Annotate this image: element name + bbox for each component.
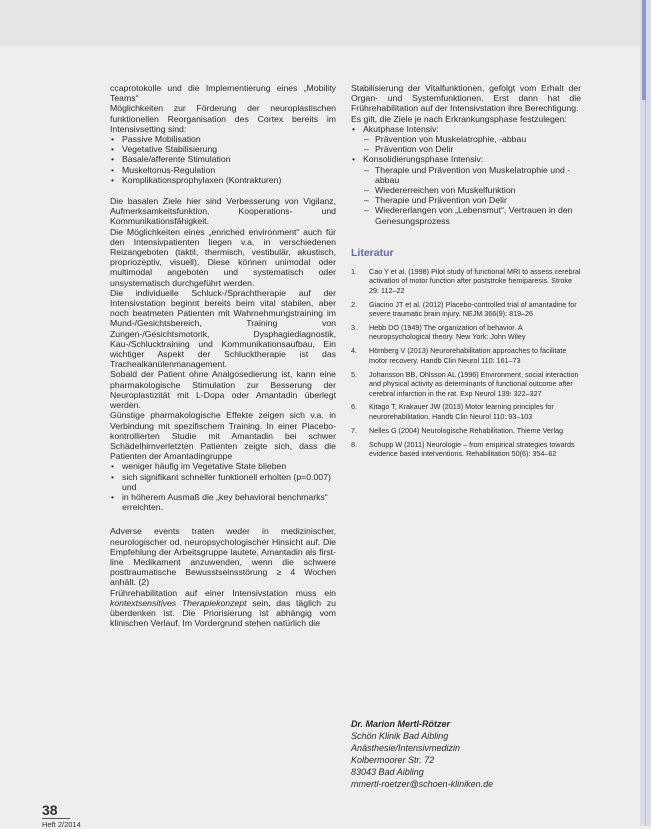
list-item: – Wiedererreichen von Muskelfunktion xyxy=(363,185,581,195)
phase-goals xyxy=(363,165,581,226)
spacer xyxy=(110,512,336,526)
reference-text: Nelles G (2004) Neurologische Rehabilitation. Thieme Verlag xyxy=(369,425,564,435)
reference-item xyxy=(351,323,581,342)
page-top-band xyxy=(0,0,651,46)
list-item: – Wiedererlangen von „Lebensmut“, Vertrauen in den Genesungsprozess xyxy=(363,205,581,225)
reference-item xyxy=(351,426,581,435)
page-number: 38 xyxy=(42,802,58,818)
right-paragraph-1: Stabilisierung der Vitalfunktionen, gefolgt vom Erhalt der Organ- und Systemfunktionen. Erst dann hat die Frührehabilitation auf der Intensivstation ihre Berechtigung. xyxy=(351,83,581,114)
reference-number: 4. xyxy=(351,346,357,356)
reference-item xyxy=(351,402,581,421)
reference-item xyxy=(351,440,581,459)
reference-number: 1. xyxy=(351,267,357,277)
page-edge-line xyxy=(645,100,646,826)
reference-text: Hömberg V (2013) Neurorehabilitation approaches to facilitate motor recovery. Handb Clin Neurol 110: 161–73 xyxy=(369,346,567,365)
phase-goals xyxy=(363,134,581,154)
left-paragraph-3: Die basalen Ziele hier sind Verbesserung von Vigilanz, Aufmerksamkeitsfunktion, Kooperations- und Kommunikationsfähigkeit. xyxy=(110,196,336,227)
left-paragraph-5: Die individuelle Schluck-/Sprachtherapie auf der Intensivstation beginnt bereits beim vital stabilen, aber noch beatmeten Patienten mit Wahrnehmungstraining im Mund-/Gesichtsbereich, Training von Zungen-/Gesichtsmotorik, Dysphagiediagnostik, Kau-/Schlucktraining und Kommunikationsaufbau. Ein wichtiger Aspekt der Schlucktherapie ist das Trachealkanülenmanagement. xyxy=(110,287,336,370)
paragraph-text: sein, das täglich zu überdenken ist. Die Priorisierung ist abhängig vom klinischen Verlauf. Im Vordergrund stehen natürlich die xyxy=(110,597,336,629)
reference-item xyxy=(351,300,581,319)
list-item: • Basale/afferente Stimulation xyxy=(110,154,336,164)
list-item: • Vegetative Stabilisierung xyxy=(110,144,336,154)
phase-list xyxy=(351,124,581,226)
reference-number: 7. xyxy=(351,425,357,435)
reference-item xyxy=(351,267,581,295)
list-item: – Therapie und Prävention von Delir xyxy=(363,195,581,205)
right-paragraph-2: Es gilt, die Ziele je nach Erkrankungsphase festzulegen: xyxy=(351,113,567,124)
emphasized-term: kontextsensitives Therapiekonzept xyxy=(110,597,247,608)
phase-item xyxy=(351,154,581,225)
left-column xyxy=(110,83,336,628)
literature-list xyxy=(351,267,581,458)
left-paragraph-6: Sobald der Patient ohne Analgosedierung ist, kann eine pharmakologische Stimulation zur Besserung der Neuroplastizität mit L-Dopa oder Amantadin überlegt werden. xyxy=(110,369,336,411)
reference-number: 5. xyxy=(351,369,357,379)
list-item: • Komplikationsprophylaxen (Kontrakturen) xyxy=(110,175,336,185)
list-item: – Prävention von Delir xyxy=(363,144,581,154)
right-column xyxy=(351,83,581,463)
reference-item xyxy=(351,370,581,398)
list-item: • in höherem Ausmaß die „key behavioral benchmarks“ erreichten. xyxy=(110,492,336,512)
reference-number: 2. xyxy=(351,299,357,309)
author-city: 83043 Bad Aibling xyxy=(351,767,424,777)
author-block xyxy=(351,718,493,790)
list-item: – Prävention von Muskelatrophie, -abbau xyxy=(363,134,581,144)
spacer xyxy=(110,185,336,196)
paragraph-text: Frührehabilitation auf einer Intensivstation muss ein xyxy=(110,587,336,598)
list-item: • weniger häufig im Vegetative State blieben xyxy=(110,461,336,471)
list-item: • sich signifikant schneller funktionell erholten (p=0.007) und xyxy=(110,472,336,492)
issue-label: Heft 2/2014 xyxy=(42,820,81,829)
reference-number: 6. xyxy=(351,402,357,412)
phase-item xyxy=(351,124,581,155)
reference-text: Cao Y et al. (1998) Pilot study of functional MRI to assess cerebral activation of motor function after poststroke hemiparesis. Stroke 29: 112–22 xyxy=(369,267,581,295)
reference-number: 8. xyxy=(351,439,357,449)
measures-list xyxy=(110,134,336,185)
reference-text: Kitago T, Krakauer JW (2013) Motor learning principles for neurorehabilitation. Handb Clin Neurol 110: 93–103 xyxy=(369,402,554,421)
left-paragraph-1: ccaprotokolle und die Implementierung eines „Mobility Teams“ xyxy=(110,83,336,104)
list-item: – Therapie und Prävention von Muskelatrophie und -abbau xyxy=(363,165,581,185)
reference-text: Hebb DO (1949) The organization of behavior. A neuropsychological theory. New York: John Wiley xyxy=(369,323,526,342)
author-street: Kolbermoorer Str. 72 xyxy=(351,755,435,765)
reference-text: Giacino JT et al. (2012) Placebo-controlled trial of amantadine for severe traumatic brain injury. NEJM 366(9): 819–26 xyxy=(369,299,577,319)
reference-item xyxy=(351,346,581,365)
reference-text: Johansson BB, Ohlsson AL (1996) Environment, social interaction and physical activity as determinants of functional outcome after cerebral infarction in the rat. Exp Neurol 139: 322–327 xyxy=(369,369,579,398)
left-paragraph-2: Möglichkeiten zur Förderung der neuroplastischen funktionellen Reorganisation des Cortex bereits im Intensivsetting sind: xyxy=(110,103,336,134)
page-edge-bar xyxy=(640,0,651,826)
left-paragraph-9 xyxy=(110,588,336,629)
list-item: • Muskeltonus-Regulation xyxy=(110,165,336,175)
author-clinic: Schön Klinik Bad Aibling xyxy=(351,731,449,741)
left-paragraph-7: Günstige pharmakologische Effekte zeigen sich v.a. in Verbindung mit spezifischem Training. In einer Placebo-kontrollierten Studie mit Amantadin bei schwer Schädelhirnverletzten Patienten zeigte sich, dass die Patienten der Amantadingruppe xyxy=(110,410,336,462)
author-email: mmertl-roetzer@schoen-kliniken.de xyxy=(351,779,494,789)
page-number-rule xyxy=(42,818,70,819)
reference-text: Schupp W (2011) Neurologie – from empirical strategies towards evidence based interventions. Rehabilitation 50(6): 354–62 xyxy=(369,439,575,459)
amantadine-results-list xyxy=(110,461,336,512)
author-department: Anästhesie/Intensivmedizin xyxy=(351,743,461,753)
author-name: Dr. Marion Mertl-Rötzer xyxy=(351,719,451,729)
left-paragraph-4: Die Möglichkeiten eines „enriched environment“ auch für den Intensivpatienten liegen v.a. in verschiedenen Reizangeboten (taktil, thermisch, vestibulär, akustisch, propriozeptiv, visuell). Diese können unimodal oder multimodal angeboten und systematisch oder unsystematisch durchgeführt werden. xyxy=(110,226,336,288)
literature-heading: Literatur xyxy=(351,246,394,259)
phase-label: Konsolidierungsphase Intensiv: xyxy=(363,154,484,165)
left-paragraph-8: Adverse events traten weder in medizinischer, neurologischer od. neuropsychologischer Hinsicht auf. Die Empfehlung der Arbeitsgruppe lautete, Amantadin als first-line Medikament anzuwenden, wenn die schwere posttraumatische Bewusstseinsstörung ≥ 4 Wochen anhält. (2) xyxy=(110,526,336,588)
phase-label: Akutphase Intensiv: xyxy=(363,123,439,134)
list-item: • Passive Mobilisation xyxy=(110,134,336,144)
reference-number: 3. xyxy=(351,323,357,333)
page-edge-accent xyxy=(642,0,646,100)
